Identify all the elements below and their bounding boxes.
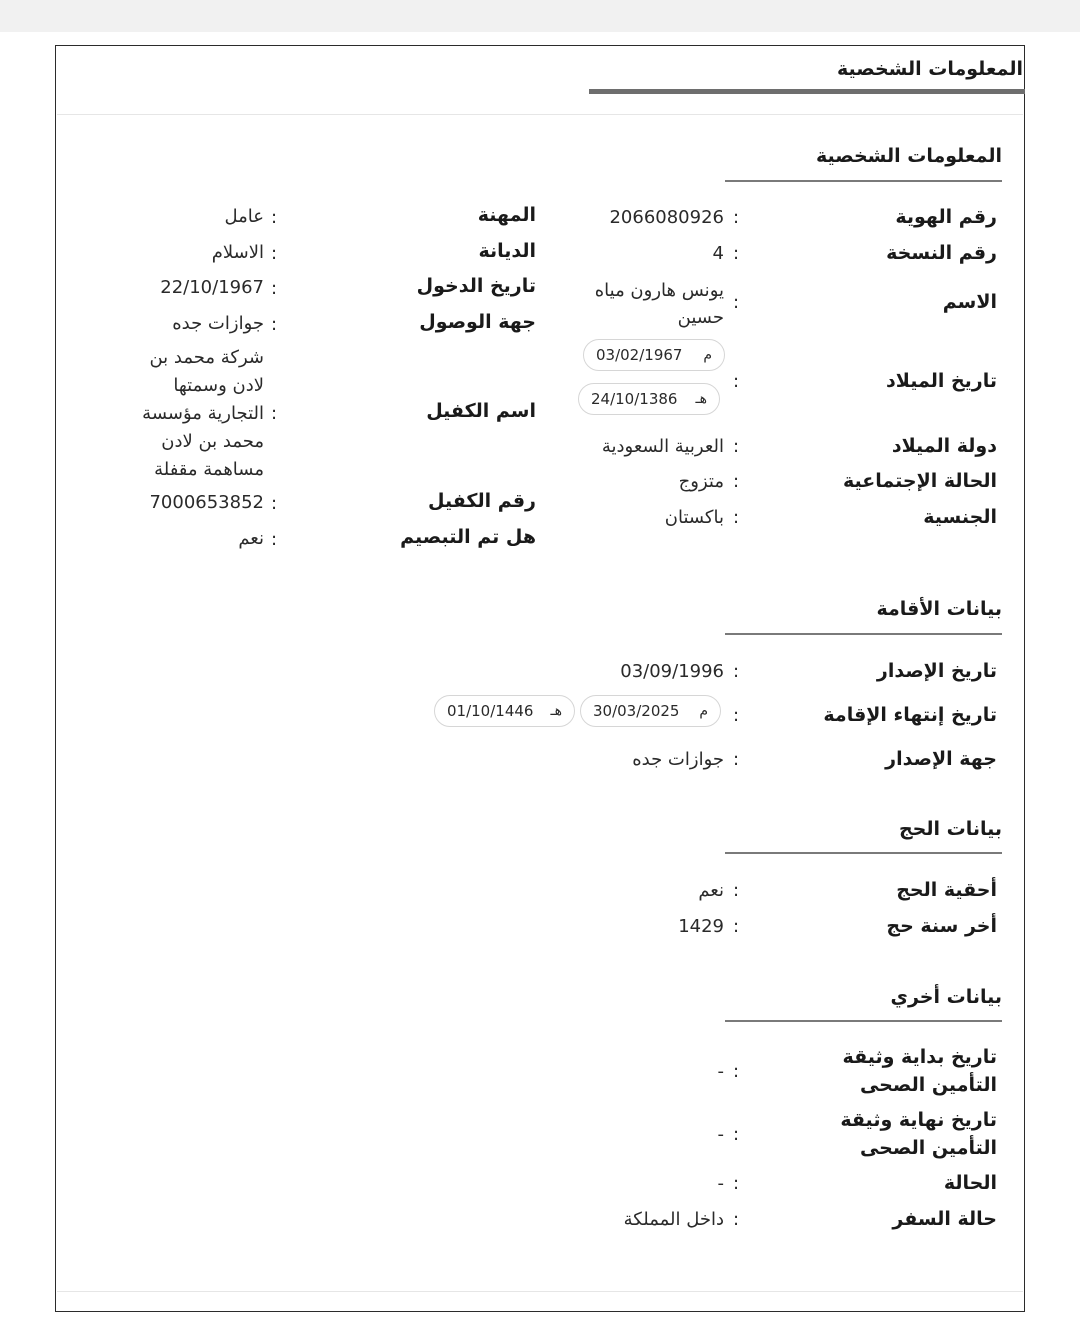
religion-value: الاسلام bbox=[211, 242, 264, 263]
colon: : bbox=[733, 661, 740, 682]
gregorian-suffix: م bbox=[703, 347, 712, 363]
colon: : bbox=[733, 880, 740, 901]
section-divider bbox=[725, 633, 1002, 635]
insurance-start-value: - bbox=[717, 1061, 724, 1082]
arrival-value: جوازات جده bbox=[172, 313, 264, 334]
travel-status-value: داخل المملكة bbox=[623, 1209, 724, 1230]
expiry-hijri-pill bbox=[434, 695, 575, 727]
status-value: - bbox=[717, 1173, 724, 1194]
colon: : bbox=[733, 1061, 740, 1082]
nationality-value: باكستان bbox=[664, 507, 724, 528]
marital-value: متزوج bbox=[678, 471, 724, 492]
colon: : bbox=[733, 207, 740, 228]
section-divider bbox=[725, 1020, 1002, 1022]
hajj-eligibility-label: أحقية الحج bbox=[896, 879, 997, 901]
fingerprint-value: نعم bbox=[238, 528, 264, 549]
expiry-gregorian-value: 30/03/2025 bbox=[593, 702, 680, 720]
arrival-label: جهة الوصول bbox=[419, 311, 536, 333]
nationality-label: الجنسية bbox=[923, 506, 997, 528]
section-divider bbox=[725, 180, 1002, 182]
last-hajj-year-value: 1429 bbox=[678, 916, 724, 937]
colon: : bbox=[271, 207, 278, 228]
dob-hijri-value: 24/10/1386 bbox=[591, 390, 678, 408]
job-value: عامل bbox=[224, 206, 264, 227]
sponsor-number-label: رقم الكفيل bbox=[428, 490, 536, 512]
entry-date-label: تاريخ الدخول bbox=[416, 275, 536, 297]
section-title-hajj: بيانات الحج bbox=[898, 818, 1002, 840]
copy-label: رقم النسخة bbox=[886, 242, 997, 264]
section-title-other: بيانات أخري bbox=[890, 986, 1002, 1008]
colon: : bbox=[271, 243, 278, 264]
dob-label: تاريخ الميلاد bbox=[886, 370, 997, 392]
hijri-suffix: هـ bbox=[695, 391, 707, 407]
sponsor-name-label: اسم الكفيل bbox=[426, 400, 536, 422]
birth-country-value: العربية السعودية bbox=[601, 436, 724, 457]
colon: : bbox=[271, 278, 278, 299]
name-label: الاسم bbox=[942, 291, 997, 313]
tab-underline bbox=[589, 89, 1025, 94]
hajj-eligibility-value: نعم bbox=[698, 880, 724, 901]
colon: : bbox=[733, 749, 740, 770]
colon: : bbox=[733, 471, 740, 492]
colon: : bbox=[271, 493, 278, 514]
copy-value: 4 bbox=[712, 243, 724, 264]
colon: : bbox=[733, 292, 740, 313]
id-value: 2066080926 bbox=[609, 207, 724, 228]
last-hajj-year-label: أخر سنة حج bbox=[886, 915, 997, 937]
insurance-end-value: - bbox=[717, 1124, 724, 1145]
section-divider bbox=[725, 852, 1002, 854]
fingerprint-label: هل تم التبصيم bbox=[400, 526, 536, 548]
status-label: الحالة bbox=[943, 1172, 997, 1194]
residence-expiry-label: تاريخ إنتهاء الإقامة bbox=[823, 704, 997, 726]
colon: : bbox=[733, 243, 740, 264]
dob-gregorian-value: 03/02/1967 bbox=[596, 346, 683, 364]
marital-label: الحالة الإجتماعية bbox=[843, 470, 997, 492]
entry-date-value: 22/10/1967 bbox=[160, 277, 264, 298]
colon: : bbox=[733, 436, 740, 457]
colon: : bbox=[733, 916, 740, 937]
religion-label: الديانة bbox=[478, 240, 536, 262]
birth-country-label: دولة الميلاد bbox=[891, 435, 997, 457]
name-value: يونس هارون مياه حسين bbox=[594, 280, 724, 328]
job-label: المهنة bbox=[477, 204, 536, 226]
sponsor-name-value: شركة محمد بن لادن وسمتها التجارية مؤسسة محمد بن لادن مساهمة مقفلة bbox=[142, 347, 264, 480]
colon: : bbox=[733, 507, 740, 528]
insurance-end-label: تاريخ نهاية وثيقة التأمين الصحى bbox=[840, 1109, 997, 1159]
expiry-gregorian-pill bbox=[580, 695, 721, 727]
issuer-label: جهة الإصدار bbox=[885, 748, 997, 770]
issuer-value: جوازات جده bbox=[632, 749, 724, 770]
issue-date-label: تاريخ الإصدار bbox=[876, 660, 997, 682]
gregorian-suffix: م bbox=[699, 703, 708, 719]
colon: : bbox=[271, 403, 278, 424]
section-title-residence: بيانات الأقامة bbox=[876, 598, 1002, 620]
dob-hijri-pill bbox=[578, 383, 720, 415]
hijri-suffix: هـ bbox=[550, 703, 562, 719]
colon: : bbox=[733, 1124, 740, 1145]
travel-status-label: حالة السفر bbox=[892, 1208, 997, 1230]
top-bar bbox=[0, 0, 1080, 32]
colon: : bbox=[733, 1209, 740, 1230]
colon: : bbox=[733, 1173, 740, 1194]
dob-gregorian-pill bbox=[583, 339, 725, 371]
colon: : bbox=[271, 314, 278, 335]
insurance-start-label: تاريخ بداية وثيقة التأمين الصحى bbox=[842, 1046, 997, 1096]
tab-personal-info[interactable]: المعلومات الشخصية bbox=[836, 58, 1023, 80]
sponsor-number-value: 7000653852 bbox=[149, 492, 264, 513]
issue-date-value: 03/09/1996 bbox=[620, 661, 724, 682]
id-label: رقم الهوية bbox=[895, 206, 997, 228]
colon: : bbox=[733, 705, 740, 726]
colon: : bbox=[733, 371, 740, 392]
section-title-personal: المعلومات الشخصية bbox=[815, 145, 1002, 167]
colon: : bbox=[271, 529, 278, 550]
expiry-hijri-value: 01/10/1446 bbox=[447, 702, 534, 720]
